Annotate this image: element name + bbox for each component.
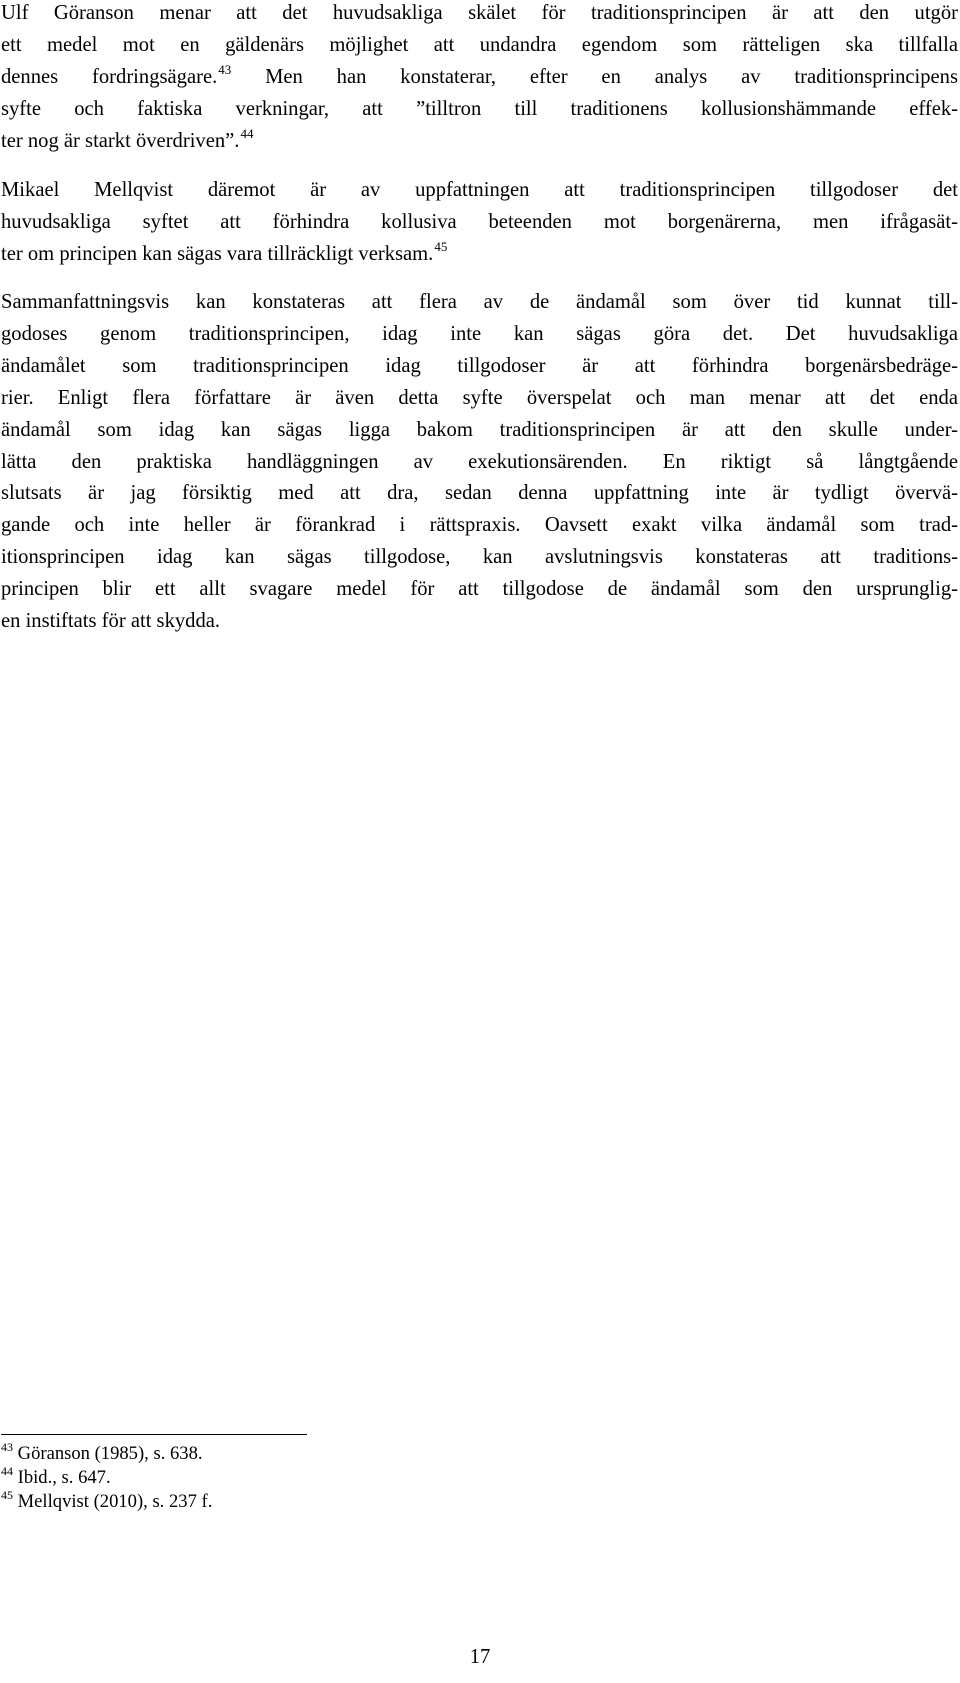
text-line — [1, 447, 958, 479]
paragraph-mellqvist — [1, 175, 958, 271]
text-line — [1, 574, 958, 606]
footnote-number: 45 — [1, 1488, 13, 1503]
text-line — [1, 383, 958, 415]
text-line — [1, 478, 958, 510]
footnote-number: 43 — [1, 1440, 13, 1454]
text-line — [1, 30, 958, 62]
text-line — [1, 239, 958, 271]
footnote-43 — [1, 1442, 601, 1466]
line-text: syfte och faktiska verkningar, att ”tilltron till traditionens kollusionshämmande effek- — [1, 97, 958, 120]
footnote-number: 44 — [1, 1464, 13, 1479]
line-text: godoses genom traditionsprincipen, idag inte kan sägas göra det. Det huvudsakliga — [1, 322, 958, 345]
line-text: itionsprincipen idag kan sägas tillgodose, kan avslutningsvis konstateras att traditions- — [1, 546, 958, 569]
line-text-after: Men han konstaterar, efter en analys av traditionsprincipens — [231, 65, 958, 88]
text-line — [1, 351, 958, 383]
line-text: en instiftats för att skydda. — [1, 610, 221, 633]
line-text: ter nog är starkt överdriven”. — [1, 129, 240, 152]
text-line — [1, 287, 958, 319]
footnote-text: Göranson (1985), s. 638. — [13, 1443, 203, 1464]
line-text: Mikael Mellqvist däremot är av uppfattningen att traditionsprincipen tillgodoser det — [1, 179, 958, 201]
line-text: Sammanfattningsvis kan konstateras att flera av de ändamål som över tid kunnat till- — [1, 291, 958, 313]
line-text: slutsats är jag försiktig med att dra, sedan denna uppfattning inte är tydligt övervä- — [1, 482, 958, 505]
text-line — [1, 126, 958, 158]
footnotes — [1, 1442, 601, 1515]
footnote-separator — [1, 1434, 307, 1435]
line-text: ter om principen kan sägas vara tillräckligt verksam. — [1, 242, 434, 265]
text-line — [1, 319, 958, 351]
line-text: ändamålet som traditionsprincipen idag tillgodoser är att förhindra borgenärsbedräge- — [1, 354, 958, 377]
text-line — [1, 606, 958, 638]
footnote-reference[interactable]: 43 — [218, 61, 232, 77]
line-text: ett medel mot en gäldenärs möjlighet att undandra egendom som rätteligen ska tillfalla — [1, 33, 958, 56]
paragraph-goranson — [1, 0, 958, 158]
footnote-reference[interactable]: 44 — [240, 125, 254, 141]
line-text: gande och inte heller är förankrad i rättspraxis. Oavsett exakt vilka ändamål som trad- — [1, 514, 958, 537]
paragraph-summary — [1, 287, 958, 638]
line-text: Ulf Göranson menar att det huvudsakliga skälet för traditionsprincipen är att den utgör — [1, 2, 958, 24]
text-line — [1, 207, 958, 239]
line-text: ändamål som idag kan sägas ligga bakom traditionsprincipen är att den skulle under- — [1, 418, 958, 441]
footnote-44 — [1, 1466, 601, 1490]
footnote-text: Mellqvist (2010), s. 237 f. — [13, 1491, 213, 1513]
text-line — [1, 175, 958, 207]
text-line — [1, 94, 958, 126]
line-text: dennes fordringsägare. — [1, 65, 218, 88]
footnote-reference[interactable]: 45 — [434, 238, 448, 254]
text-line — [1, 0, 958, 30]
page-number: 17 — [469, 1646, 491, 1668]
text-line — [1, 510, 958, 542]
footnote-text: Ibid., s. 647. — [13, 1467, 111, 1489]
line-text: huvudsakliga syftet att förhindra kollusiva beteenden mot borgenärerna, men ifrågasät- — [1, 210, 958, 233]
line-text: principen blir ett allt svagare medel för att tillgodose de ändamål som den ursprunglig- — [1, 578, 958, 601]
text-line — [1, 62, 958, 94]
line-text: lätta den praktiska handläggningen av exekutionsärenden. En riktigt så långtgående — [1, 450, 958, 473]
text-line — [1, 415, 958, 447]
line-text: rier. Enligt flera författare är även detta syfte överspelat och man menar att det enda — [1, 386, 958, 409]
text-line — [1, 542, 958, 574]
footnote-45 — [1, 1490, 601, 1514]
